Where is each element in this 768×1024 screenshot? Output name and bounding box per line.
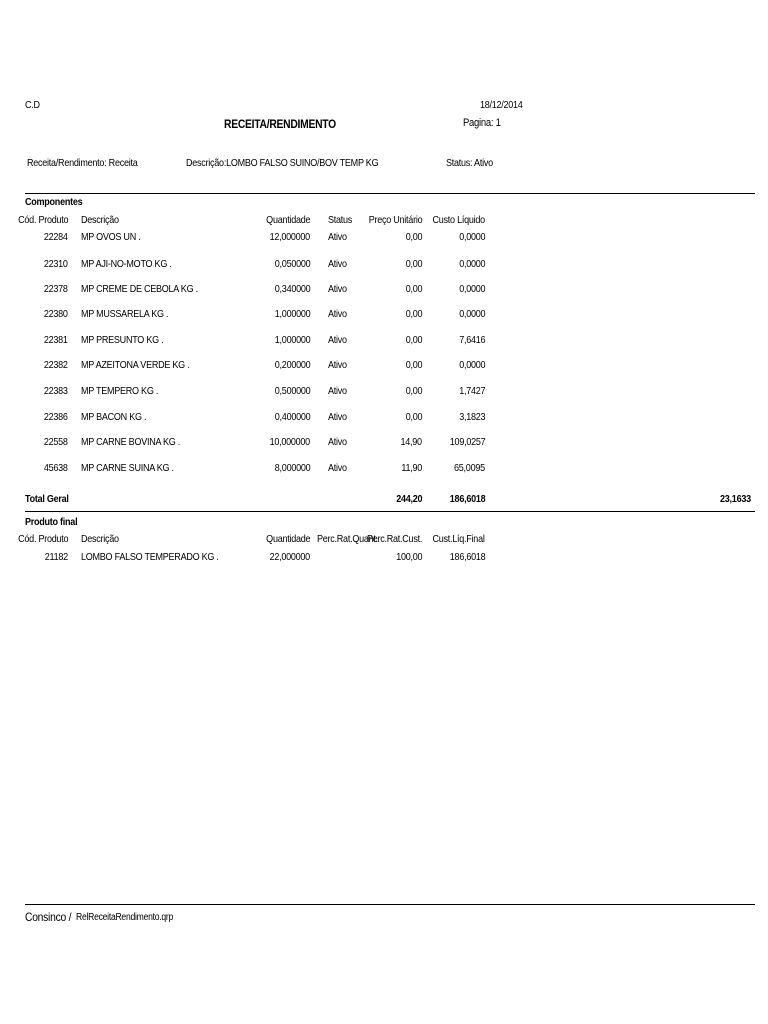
components-header-row bbox=[0, 214, 768, 228]
fp-col-quantity-header: Quantidade bbox=[265, 533, 310, 545]
final-product-title: Produto final bbox=[25, 516, 78, 528]
report-title: RECEITA/RENDIMENTO bbox=[224, 117, 336, 131]
row-net-cost: 3,1823 bbox=[458, 411, 485, 423]
divider-total bbox=[25, 511, 755, 512]
row-quantity: 1,000000 bbox=[274, 334, 310, 346]
row-code: 22383 bbox=[44, 385, 68, 397]
row-code: 22378 bbox=[44, 283, 68, 295]
total-unit-price: 244,20 bbox=[395, 493, 422, 505]
row-status: Ativo bbox=[328, 385, 347, 397]
row-net-cost: 7,6416 bbox=[458, 334, 485, 346]
row-quantity: 0,340000 bbox=[274, 283, 310, 295]
row-description: MP MUSSARELA KG . bbox=[81, 308, 169, 320]
col-unit-price-header: Preço Unitário bbox=[368, 214, 422, 226]
total-row bbox=[0, 493, 768, 507]
row-quantity: 10,000000 bbox=[269, 436, 310, 448]
row-net-cost: 0,0000 bbox=[458, 359, 485, 371]
row-unit-price: 0,00 bbox=[405, 308, 422, 320]
footer-brand: Consinco / bbox=[25, 910, 72, 924]
row-description: MP CARNE SUINA KG . bbox=[81, 462, 174, 474]
row-unit-price: 0,00 bbox=[405, 258, 422, 270]
row-net-cost: 65,0095 bbox=[454, 462, 485, 474]
row-status: Ativo bbox=[328, 258, 347, 270]
total-label: Total Geral bbox=[25, 493, 69, 505]
row-description: MP OVOS UN . bbox=[81, 231, 141, 243]
row-code: 22310 bbox=[44, 258, 68, 270]
row-description: MP PRESUNTO KG . bbox=[81, 334, 164, 346]
fp-col-final-cost-header: Cust.Líq.Final bbox=[432, 533, 485, 545]
row-status: Ativo bbox=[328, 334, 347, 346]
row-status: Ativo bbox=[328, 462, 347, 474]
fp-col-perc-qty-header: Perc.Rat.Quant. bbox=[317, 533, 378, 545]
report-date: 18/12/2014 bbox=[480, 99, 523, 111]
col-net-cost-header: Custo Líquido bbox=[432, 214, 485, 226]
fp-perc-cost: 100,00 bbox=[395, 551, 422, 563]
row-unit-price: 0,00 bbox=[405, 411, 422, 423]
row-quantity: 8,000000 bbox=[274, 462, 310, 474]
row-net-cost: 0,0000 bbox=[458, 258, 485, 270]
row-net-cost: 0,0000 bbox=[458, 308, 485, 320]
table-row bbox=[0, 462, 768, 476]
recipe-status: Status: Ativo bbox=[446, 157, 493, 169]
row-unit-price: 0,00 bbox=[405, 283, 422, 295]
table-row bbox=[0, 385, 768, 399]
fp-description: LOMBO FALSO TEMPERADO KG . bbox=[81, 551, 219, 563]
fp-final-cost: 186,6018 bbox=[449, 551, 485, 563]
col-code-header: Cód. Produto bbox=[17, 214, 68, 226]
table-row bbox=[0, 258, 768, 272]
row-quantity: 0,400000 bbox=[274, 411, 310, 423]
row-net-cost: 1,7427 bbox=[458, 385, 485, 397]
row-code: 22380 bbox=[44, 308, 68, 320]
row-description: MP CREME DE CEBOLA KG . bbox=[81, 283, 198, 295]
fp-col-code-header: Cód. Produto bbox=[17, 533, 68, 545]
col-status-header: Status bbox=[328, 214, 353, 226]
table-row bbox=[0, 411, 768, 425]
fp-col-perc-cost-header: Perc.Rat.Cust. bbox=[366, 533, 422, 545]
row-status: Ativo bbox=[328, 436, 347, 448]
row-code: 22558 bbox=[44, 436, 68, 448]
total-final-value: 23,1633 bbox=[720, 493, 751, 505]
row-unit-price: 0,00 bbox=[405, 231, 422, 243]
row-description: MP CARNE BOVINA KG . bbox=[81, 436, 181, 448]
row-status: Ativo bbox=[328, 231, 347, 243]
row-unit-price: 0,00 bbox=[405, 359, 422, 371]
table-row bbox=[0, 436, 768, 450]
row-description: MP TEMPERO KG . bbox=[81, 385, 159, 397]
row-quantity: 0,050000 bbox=[274, 258, 310, 270]
page-number: Pagina: 1 bbox=[463, 117, 501, 129]
divider-top bbox=[25, 193, 755, 194]
row-description: MP BACON KG . bbox=[81, 411, 147, 423]
row-description: MP AJI-NO-MOTO KG . bbox=[81, 258, 172, 270]
fp-col-description-header: Descrição bbox=[81, 533, 119, 545]
final-product-header-row bbox=[0, 533, 768, 547]
table-row bbox=[0, 334, 768, 348]
row-status: Ativo bbox=[328, 411, 347, 423]
recipe-description: Descrição:LOMBO FALSO SUINO/BOV TEMP KG bbox=[186, 157, 379, 169]
row-code: 22386 bbox=[44, 411, 68, 423]
table-row bbox=[0, 308, 768, 322]
final-product-row bbox=[0, 551, 768, 565]
row-quantity: 0,500000 bbox=[274, 385, 310, 397]
components-title: Componentes bbox=[25, 196, 83, 208]
row-unit-price: 14,90 bbox=[400, 436, 422, 448]
row-code: 22381 bbox=[44, 334, 68, 346]
row-code: 22382 bbox=[44, 359, 68, 371]
row-unit-price: 0,00 bbox=[405, 385, 422, 397]
row-unit-price: 11,90 bbox=[401, 462, 422, 474]
row-unit-price: 0,00 bbox=[405, 334, 422, 346]
total-net-cost: 186,6018 bbox=[449, 493, 485, 505]
row-quantity: 0,200000 bbox=[274, 359, 310, 371]
row-net-cost: 0,0000 bbox=[458, 283, 485, 295]
row-net-cost: 109,0257 bbox=[449, 436, 485, 448]
divider-footer bbox=[25, 904, 755, 905]
company-code: C.D bbox=[25, 99, 40, 111]
row-status: Ativo bbox=[328, 283, 347, 295]
col-quantity-header: Quantidade bbox=[265, 214, 310, 226]
row-description: MP AZEITONA VERDE KG . bbox=[81, 359, 190, 371]
row-net-cost: 0,0000 bbox=[458, 231, 485, 243]
col-description-header: Descrição bbox=[81, 214, 119, 226]
row-code: 45638 bbox=[44, 462, 68, 474]
row-status: Ativo bbox=[328, 359, 347, 371]
table-row bbox=[0, 359, 768, 373]
fp-quantity: 22,000000 bbox=[269, 551, 310, 563]
table-row bbox=[0, 231, 768, 245]
row-quantity: 12,000000 bbox=[269, 231, 310, 243]
row-quantity: 1,000000 bbox=[274, 308, 310, 320]
table-row bbox=[0, 283, 768, 297]
fp-code: 21182 bbox=[44, 551, 68, 563]
row-code: 22284 bbox=[44, 231, 68, 243]
footer-file: RelReceitaRendimento.qrp bbox=[76, 912, 174, 923]
recipe-type: Receita/Rendimento: Receita bbox=[27, 157, 138, 169]
row-status: Ativo bbox=[328, 308, 347, 320]
